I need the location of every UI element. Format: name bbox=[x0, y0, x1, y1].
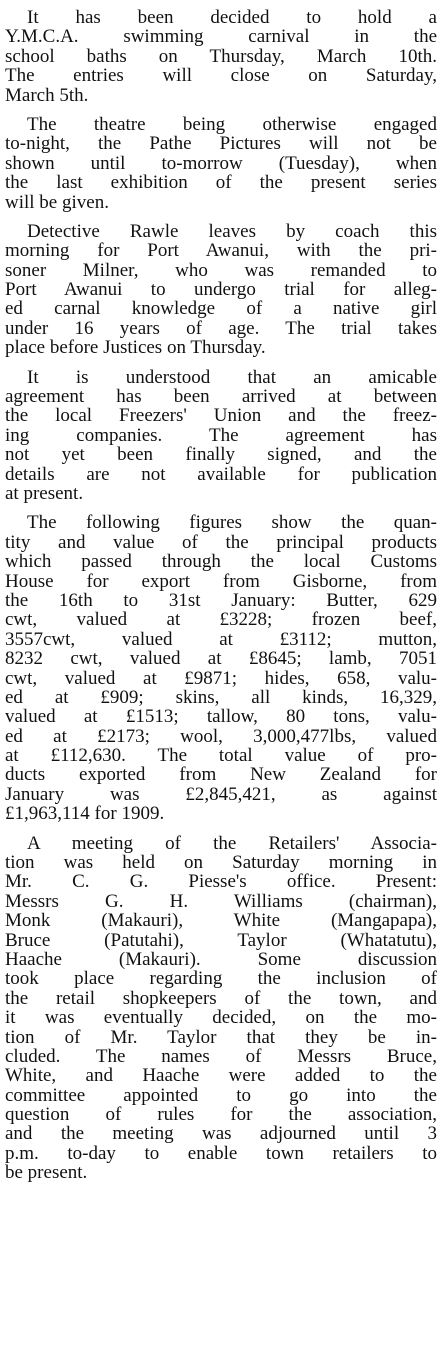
text-line: A meeting of the Retailers' Associa- bbox=[27, 832, 437, 854]
paragraph-pathe-pictures bbox=[5, 115, 437, 212]
text-line: the last exhibition of the present series bbox=[5, 172, 437, 194]
text-line: agreement has been arrived at between bbox=[5, 386, 437, 408]
text-line: be present. bbox=[5, 1162, 88, 1184]
text-line: and the meeting was adjourned until 3 bbox=[5, 1123, 437, 1145]
text-line: cwt, valued at £3228; frozen beef, bbox=[5, 609, 437, 631]
text-line: it was eventually decided, on the mo- bbox=[5, 1007, 437, 1029]
text-line: under 16 years of age. The trial takes bbox=[5, 317, 437, 339]
text-line: Monk (Makauri), White (Mangapapa), bbox=[5, 910, 437, 932]
text-line: details are not available for publication bbox=[5, 463, 437, 485]
text-line: January was £2,845,421, as against bbox=[5, 783, 437, 805]
text-line: ducts exported from New Zealand for bbox=[5, 764, 437, 786]
text-line: valued at £1513; tallow, 80 tons, valu- bbox=[5, 706, 437, 728]
text-line: Y.M.C.A. swimming carnival in the bbox=[5, 26, 437, 48]
text-line: place before Justices on Thursday. bbox=[5, 337, 266, 359]
text-line: cwt, valued at £9871; hides, 658, valu- bbox=[5, 667, 437, 689]
text-line: tion was held on Saturday morning in bbox=[5, 852, 437, 874]
text-line: Messrs G. H. Williams (chairman), bbox=[5, 890, 437, 912]
text-line: will be given. bbox=[5, 191, 109, 213]
text-line: Haache (Makauri). Some discussion bbox=[5, 948, 437, 970]
text-line: Detective Rawle leaves by coach this bbox=[27, 220, 437, 242]
text-line: ed at £909; skins, all kinds, 16,329, bbox=[5, 686, 437, 708]
text-line: It has been decided to hold a bbox=[27, 7, 437, 28]
text-line: question of rules for the association, bbox=[5, 1104, 437, 1126]
text-line: tion of Mr. Taylor that they be in- bbox=[5, 1026, 437, 1048]
text-line: took place regarding the inclusion of bbox=[5, 968, 437, 990]
text-line: The theatre being otherwise engaged bbox=[27, 113, 437, 135]
text-line: The following figures show the quan- bbox=[27, 512, 437, 534]
text-line: at present. bbox=[5, 482, 84, 504]
paragraph-detective-rawle bbox=[5, 222, 437, 358]
text-line: to-night, the Pathe Pictures will not be bbox=[5, 133, 437, 155]
text-line: morning for Port Awanui, with the pri- bbox=[5, 240, 437, 262]
text-line: the 16th to 31st January: Butter, 629 bbox=[5, 589, 437, 611]
text-line: 8232 cwt, valued at £8645; lamb, 7051 bbox=[5, 648, 437, 670]
text-line: March 5th. bbox=[5, 84, 89, 106]
text-line: soner Milner, who was remanded to bbox=[5, 259, 437, 281]
text-line: ed carnal knowledge of a native girl bbox=[5, 298, 437, 320]
paragraph-ymca-carnival bbox=[5, 8, 437, 105]
paragraph-export-figures bbox=[5, 513, 437, 823]
text-line: Port Awanui to undergo trial for alleg- bbox=[5, 279, 437, 301]
text-line: the local Freezers' Union and the freez- bbox=[5, 405, 437, 427]
text-line: Bruce (Patutahi), Taylor (Whatatutu), bbox=[5, 929, 437, 951]
text-line: at £112,630. The total value of pro- bbox=[5, 745, 437, 767]
text-line: cluded. The names of Messrs Bruce, bbox=[5, 1045, 437, 1067]
text-line: House for export from Gisborne, from bbox=[5, 570, 437, 592]
text-line: 3557cwt, valued at £3112; mutton, bbox=[5, 628, 437, 650]
text-line: p.m. to-day to enable town retailers to bbox=[5, 1142, 437, 1164]
text-line: Mr. C. G. Piesse's office. Present: bbox=[5, 871, 437, 893]
text-line: White, and Haache were added to the bbox=[5, 1065, 437, 1087]
text-line: tity and value of the principal products bbox=[5, 531, 437, 553]
text-line: school baths on Thursday, March 10th. bbox=[5, 45, 437, 67]
text-line: shown until to-morrow (Tuesday), when bbox=[5, 152, 437, 174]
paragraph-retailers-association bbox=[5, 834, 437, 1183]
text-line: £1,963,114 for 1909. bbox=[5, 803, 165, 825]
text-line: the retail shopkeepers of the town, and bbox=[5, 987, 437, 1009]
text-line: not yet been finally signed, and the bbox=[5, 444, 437, 466]
text-line: which passed through the local Customs bbox=[5, 551, 437, 573]
text-line: It is understood that an amicable bbox=[27, 366, 437, 388]
text-line: ed at £2173; wool, 3,000,477lbs, valued bbox=[5, 725, 437, 747]
paragraph-freezers-union bbox=[5, 368, 437, 504]
text-line: The entries will close on Saturday, bbox=[5, 65, 437, 87]
text-line: committee appointed to go into the bbox=[5, 1084, 437, 1106]
text-line: ing companies. The agreement has bbox=[5, 424, 437, 446]
